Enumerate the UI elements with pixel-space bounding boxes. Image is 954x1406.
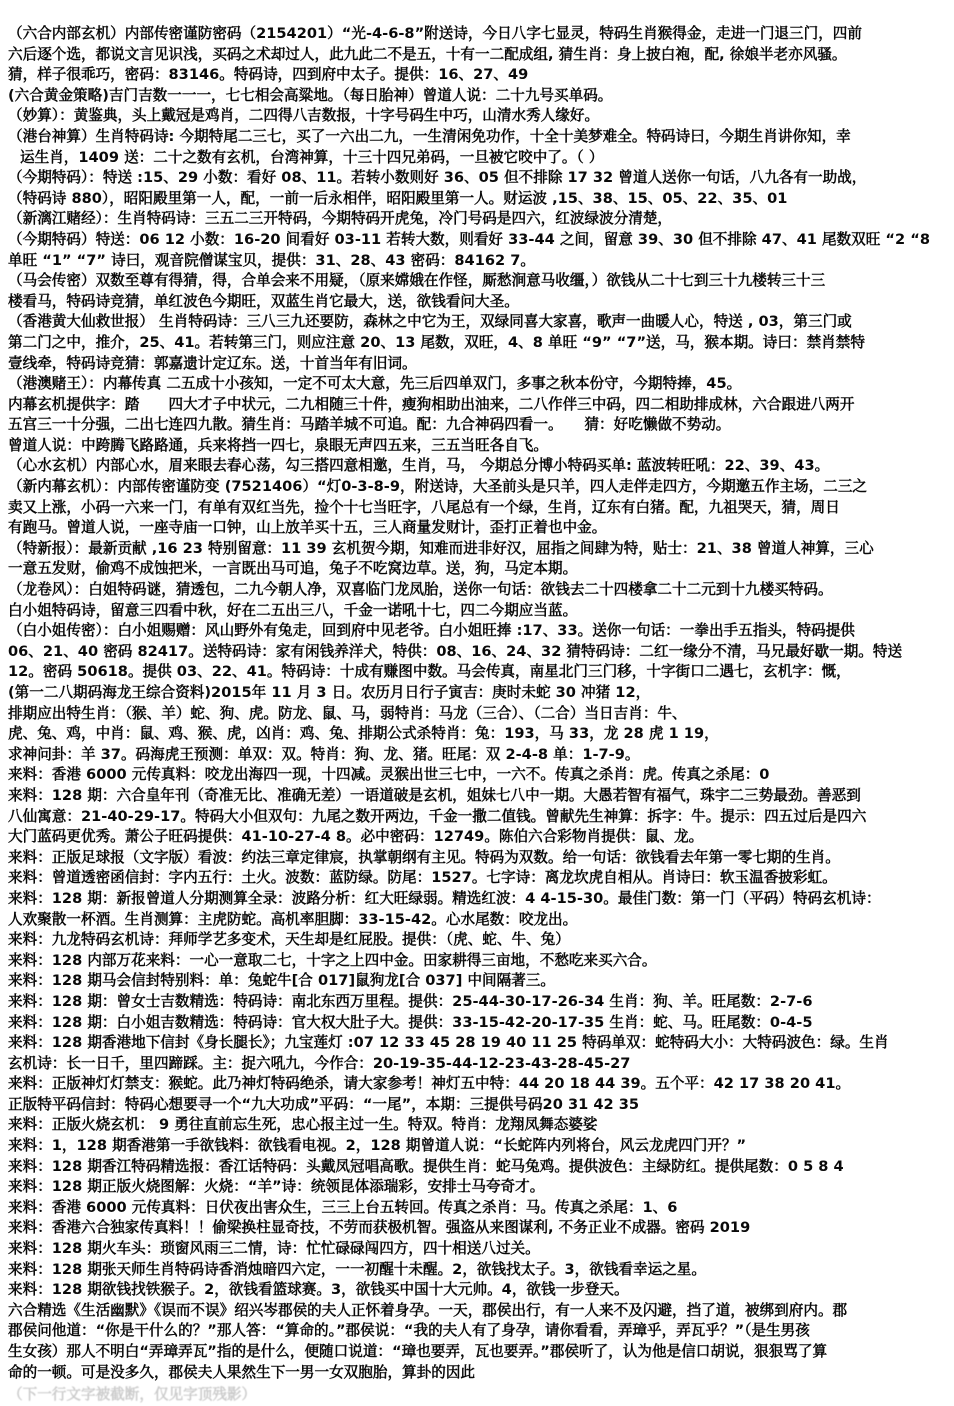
text-line: 来料：128 内部万花来料：一心一意取二七，十字之上四中金。田家耕得三亩地，不愁吃来买六合。: [8, 951, 657, 969]
text-line: 郡侯问他道：“你是干什么的？”那人答：“算命的。”郡侯说：“我的夫人有了身孕，请你看看，弄璋乎，弄瓦乎？”（是生男孩: [8, 1322, 810, 1340]
text-line: 来料：128 期香港地下信封《身长腿长》；九宝莲灯 :07 12 33 45 28 19 40 11 25 特码单双：蛇特码大小：大特码波色：绿。生肖: [8, 1034, 889, 1052]
text-line: （港台神算）生肖特码诗: 今期特尾二三七，买了一六出二九，一生清闲免功作，十全十美梦难全。特码诗曰，今期生肖讲你知，幸: [8, 127, 851, 145]
text-line: 运生肖，1409 送：二十之数有玄机，台湾神算，十三十四兄弟码，一旦被它咬中了。（ ）: [20, 148, 604, 166]
text-line: 来料：正版火烧玄机： 9 勇往直前忘生死，忠心报主过一生。特双。特肖：龙翔凤舞态婆娑: [8, 1116, 598, 1134]
text-line: 来料：128 期正版火烧图解：火烧：“羊”诗：统领昆体添瑞彩，安排士马夸奇才。: [8, 1178, 545, 1196]
text-line: 单旺 “1” “7” 诗曰，观音院僧谋宝贝，提供：31、28、43 密码：84162 7。: [8, 251, 535, 269]
text-line: （特新报）：最新贡献 ,16 23 特别留意：11 39 玄机贺今期，知难而进非好汉，屈指之间肆为特，贴士：21、38 曾道人神算，三心: [8, 539, 874, 557]
text-line: 六合精选《生活幽默》《误而不误》绍兴岑郡侯的夫人正怀着身孕。一天，郡侯出行，有一人来不及闪避，挡了道，被绑到府内。郡: [8, 1301, 848, 1319]
cutoff-text-remnant: [8, 1385, 944, 1404]
text-line: 来料：128 期：曾女士吉数精选：特码诗：南北东西万里程。提供：25-44-30-17-26-34 生肖：狗、羊。旺尾数：2-7-6: [8, 992, 813, 1010]
text-line: 来料：128 期：新报曾道人分期测算全录：波路分析：红大旺绿弱。精选红波：4 4-15-30。最佳门数：第一门（平码）特码玄机诗：: [8, 889, 881, 907]
text-line: 猜，样子很乖巧，密码：83146。特码诗，四到府中太子。提供：16、27、49: [8, 66, 529, 84]
text-line: 来料：128 期：白小姐吉数精选：特码诗：官大权大肚子大。提供：33-15-42-20-17-35 生肖：蛇、马。旺尾数：0-4-5: [8, 1013, 813, 1031]
text-line: 来料：128 期欲钱找铁猴子。2，欲钱看篮球赛。3，欲钱买中国十大元帅。4，欲钱一步登天。: [8, 1281, 629, 1299]
text-line: （今期特码）特送：06 12 小数：16-20 间看好 03-11 若转大数，则看好 33-44 之间，留意 39、30 但不排除 47、41 尾数双旺 “2 “8: [8, 230, 930, 248]
text-line: 一意五发财，偷鸡不成蚀把米，一言既出马可追，兔子不吃窝边草。送，狗，马定本期。: [8, 560, 578, 578]
text-line: 来料：正版足球报（文字版）看波：约法三章定律宸，执掌朝纲有主见。特码为双数。给一句话：欲钱看去年第一零七期的生肖。: [8, 848, 840, 866]
text-line: 来料：香港六合独家传真料！！偷梁换柱显奇技，不劳而获极机智。强盗从来图谋利, 不务正业不成器。密码 2019: [8, 1219, 751, 1237]
text-line: （港澳赌王）：内幕传真 二五成十小孩知，一定不可太大意，先三后四单双门，多事之秋本份守，今期特捧，45。: [8, 375, 742, 393]
text-line: 壹线牵，特码诗竞猜：郭嘉遗计定辽东。送，十首当年有旧词。: [8, 354, 417, 372]
text-line: 12。密码 50618。提供 03、22、41。特码诗：十成有赚图中数。马会传真，南星北门三门移，十字街口二遇七，玄机字：慨，: [8, 663, 851, 681]
text-line: （六合内部玄机）内部传密谨防密码（2154201）“光-4-6-8”附送诗，今日八字七显灵，特码生肖猴得金，走进一门退三门，四前: [8, 25, 862, 42]
text-line: 卖又上涨，小码一六来一门，有单有双红当先，捡个十七当旺字，八尾总有一个绿，生肖，辽东有白猪。配，九祖哭天，猜，周日: [8, 498, 840, 516]
text-line: 第二门之中，推介，25、41。若转第三门，则应注意 20、13 尾数，双旺，4、8 单旺 “9” “7”送，马，猴本期。诗曰：禁肖禁特: [8, 333, 865, 351]
text-line: 五宫三一十分强，二出七连四九散。猜生肖：马踏羊城不可追。配：九合神码四看一。 猜：好吃懒做不势动。: [8, 416, 731, 434]
text-line: （心水玄机）内部心水，眉来眼去春心荡，勾三搭四意相邀，生肖，马， 今期总分博小特码买单: 蓝波转旺吼：22、39、43。: [8, 457, 830, 475]
text-line: 玄机诗：长一日千，里四蹄踩。主：捉六吼九，今作合：20-19-35-44-12-23-43-28-45-27: [8, 1054, 631, 1072]
text-line: (六合黄金策略)吉门吉数一一一，七七相会高粱地。（每日胎神）曾道人说：二十九号买单码。: [8, 86, 613, 104]
text-line: 来料：香港 6000 元传真料：咬龙出海四一现，十四减。灵猴出世三七中，一六不。传真之杀肖：虎。传真之杀尾：0: [8, 766, 770, 784]
text-line: 求神问卦：羊 37。码海虎王预测：单双：双。特肖：狗、龙、猪。旺尾：双 2-4-8 单：1-7-9。: [8, 745, 640, 763]
text-line: 来料：128 期马会信封特别料：单：兔蛇牛[合 017]鼠狗龙[合 037] 中间隔著三。: [8, 972, 556, 990]
text-line: 内幕玄机提供字：踏 四大才子中状元，二九相随三十件，瘦狗相助出油来，二八作伴三中码，四二相助排成林，六合跟进八两开: [8, 395, 855, 413]
text-line: 曾道人说：中跨腾飞路路通，兵来将挡一四七，泉眼无声四五来，三五当旺各自飞。: [8, 436, 548, 454]
text-line: (第一二八期码海龙王综合资料)2015年 11 月 3 日。农历月日行子寅吉：庚时未蛇 30 冲猪 12，: [8, 684, 651, 701]
text-line: 来料：正版神灯灯禁支：猴蛇。此乃神灯特码绝杀，请大家参考！神灯五中特：44 20 18 44 39。五个平：42 17 38 20 41。: [8, 1075, 851, 1093]
text-line: （新内幕玄机）：内部传密谨防变 (7521406）“灯0-3-8-9，附送诗，大圣前头是只羊，四人走伴走四方，今期邀五作主场，二三之: [8, 478, 868, 496]
text-line: 来料：1，128 期香港第一手欲钱料：欲钱看电视。2，128 期曾道人说：“长蛇阵内列将台，风云龙虎四门开？”: [8, 1137, 747, 1155]
text-line: 大门蓝码更优秀。萧公子旺码提供：41-10-27-4 8。必中密码：12749。陈伯六合彩物肖提供：鼠、龙。: [8, 828, 704, 846]
text-line: 来料：128 期火车头：琐窗风雨三二情，诗：忙忙碌碌闯四方，四十相送八过关。: [8, 1240, 540, 1258]
text-line: （白小姐传密）：白小姐赐赠：风山野外有兔走，回到府中见老爷。白小姐旺捧 :17、33。送你一句话：一拳出手五指头，特码提供: [8, 622, 855, 640]
text-line: 来料：九龙特码玄机诗：拜师学艺多变术，天生却是红屁股。提供：（虎、蛇、牛、兔）: [8, 931, 570, 949]
text-line: 六后逐个选，都说文言见识浅，买码之术却过人，此九此二不是五，十有一二配成组, 猜生肖：身上披白袍，配, 徐娘半老亦风骚。: [8, 45, 847, 63]
text-line: （新漓江赌经）：生肖特码诗：三五二三开特码，今期特码开虎兔，冷门号码是四六，红波绿波分清楚，: [8, 210, 673, 228]
text-line: 有跑马。曾道人说，一座寺庙一口钟，山上放羊买十五，三人商量发财计，歪打正着也中金。: [8, 519, 607, 537]
text-line: 来料：128 期：六合皇年刊（奇准无比、准确无差）一语道破是玄机，姐妹七八中一期。大愚若智有福气，珠宇二三势最劲。善恶到: [8, 786, 861, 804]
text-line: （妙算）：黄鉴典，头上戴冠是鸡肖，二四得八吉数报，十字号码生中巧，山清水秀人缘好。: [8, 107, 600, 125]
text-line: 虎、兔、鸡，中肖：鼠、鸡、猴、虎，凶肖：鸡、兔、排期公式杀特肖：兔：193，马 33，龙 28 虎 1 19，: [8, 725, 719, 743]
text-line: （香港黄大仙救世报） 生肖特码诗：三八三九还要防，森林之中它为王，双绿同喜大家喜，歌声一曲暖人心，特送 , 03，第三门或: [8, 313, 852, 331]
text-line: 06、21、40 密码 82417。送特码诗：家有闲钱养洋犬，特供：08、16、24、32 猜特码诗：二红一缘分不清，马兄最好歇一期。特送: [8, 642, 903, 660]
text-line: （马会传密）双数至尊有得猜，得，合单会来不用疑，（原来嫦娥在作怪，厮愁涧意马收缰，）欲钱从二十七到三十九楼转三十三: [8, 272, 826, 290]
text-line: （特码诗 880），昭阳殿里第一人，配，一前一后永相伴，昭阳殿里第一人。财运波 ,15、38、15、05、22、35、01: [8, 189, 788, 207]
text-line: 来料：128 期香江特码精选报：香江话特码：头戴凤冠唱高歌。提供生肖：蛇马兔鸡。提供波色：主绿防红。提供尾数：0 5 8 4: [8, 1157, 844, 1175]
text-line: （龙卷风）：白姐特码谜，猜透包，二九今朝人净，双喜临门龙凤胎，送你一句话：欲钱去二十四楼拿二十二元到十九楼买特码。: [8, 581, 833, 599]
text-line: 人欢聚散一杯酒。生肖测算：主虎防蛇。高机率胆脚：33-15-42。心水尾数：咬龙出。: [8, 910, 578, 928]
text-line: 楼看马，特码诗竞猜，单红波色今期旺，双蓝生肖它最大，送，欲钱看问大圣。: [8, 292, 519, 310]
text-line: 来料：曾道透密函信封：字内五行：土火。波数：蓝防绿。防尾：1527。七字诗：离龙坎虎自相从。肖诗曰：软玉温香披彩虹。: [8, 869, 837, 887]
text-lines: [8, 24, 948, 1383]
cutoff-text-line: （下一行文字被截断，仅见字顶残影）: [8, 1386, 257, 1404]
text-line: 命的一顿。可是没多久，郡侯夫人果然生下一男一女双胞胎，算卦的因此: [8, 1363, 476, 1381]
text-line: 正版特平码信封：特码心想要寻一个“九大功成”平码：“一尾”，本期：三提供号码20 31 42 35: [8, 1095, 640, 1113]
text-line: 生女孩）那人不明白“弄璋弄瓦”指的是什么，便随口说道：“璋也要弄，瓦也要弄。”郡侯听了，认为他是信口胡说，狠狠骂了算: [8, 1343, 828, 1360]
text-line: 来料：128 期张天师生肖特码诗香消烛暗四六定，一一初醒十未醒。2，欲钱找太子。3，欲钱看幸运之星。: [8, 1260, 706, 1278]
text-line: 白小姐特码诗，留意三四看中秋，好在二五出三八，千金一诺吼十七，四二今期应当蓝。: [8, 601, 578, 619]
text-line: 排期应出特生肖：（猴、羊）蛇、狗、虎。防龙、鼠、马，弱特肖：马龙（三合）、（二合）当日吉肖：牛、: [8, 704, 687, 722]
text-line: （今期特码）：特送 :15、29 小数：看好 08、11。若转小数则好 36、05 但不排除 17 32 曾道人送你一句话，八九各有一助战，: [8, 169, 867, 187]
text-line: 八仙寓意：21-40-29-17。特码大小但双句：九尾之数开两边，千金一撒二值钱。曾献先生神算：拆字：牛。提示：四五过后是四六: [8, 807, 867, 825]
text-line: 来料：香港 6000 元传真料：日伏夜出害众生，三三上台五转回。传真之杀肖：马。传真之杀尾：1、6: [8, 1198, 678, 1216]
